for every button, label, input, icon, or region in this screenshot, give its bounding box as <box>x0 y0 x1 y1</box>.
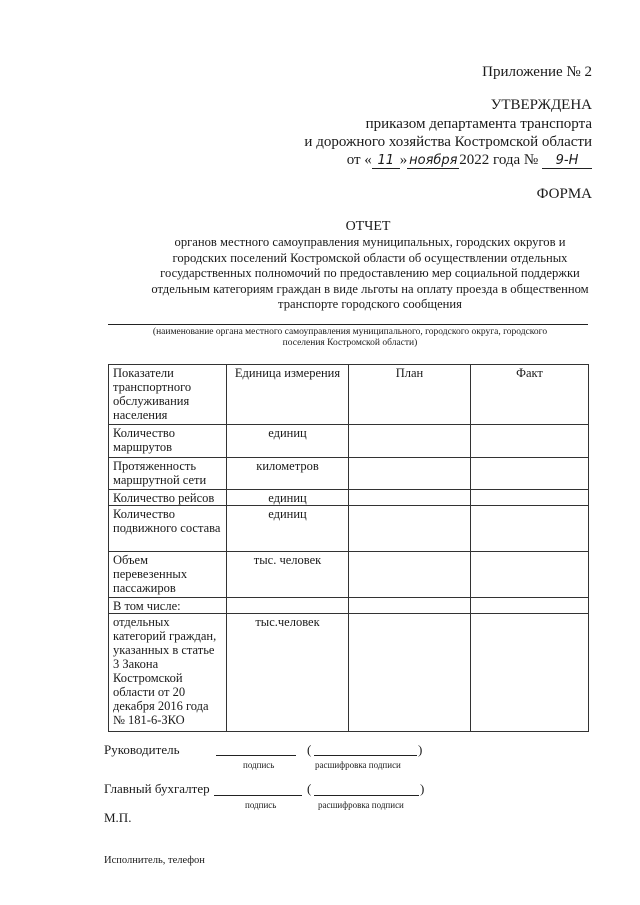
form-label: ФОРМА <box>536 186 592 202</box>
unit-cell <box>227 598 349 614</box>
fact-cell <box>471 598 589 614</box>
plan-cell <box>349 425 471 458</box>
indicator-cell: Количество подвижного состава <box>109 506 227 552</box>
order-date-line <box>347 152 592 169</box>
organization-name-caption <box>100 327 600 349</box>
indicator-cell: отдельных категорий граждан, указанных в статье 3 Закона Костромской области от 20 декабря 2016 года № 181-6-ЗКО <box>109 614 227 732</box>
unit-cell: единиц <box>227 506 349 552</box>
head-decoding-open-paren: ( <box>307 742 312 757</box>
head-decoding-caption: расшифровка подписи <box>315 760 401 770</box>
table-row <box>109 506 589 552</box>
unit-cell: единиц <box>227 425 349 458</box>
fact-cell <box>471 552 589 598</box>
table-row <box>109 458 589 490</box>
indicator-cell: Количество рейсов <box>109 490 227 506</box>
plan-cell <box>349 490 471 506</box>
report-description-line: городских поселений Костромской области об осуществлении отдельных <box>172 250 568 265</box>
header-unit: Единица измерения <box>227 365 349 425</box>
date-prefix: от « <box>346 152 372 168</box>
report-description-line: отдельным категориям граждан в виде льготы на оплату проезда в общественном <box>151 281 589 296</box>
executor-label: Исполнитель, телефон <box>104 855 205 866</box>
table-row <box>109 425 589 458</box>
organization-name-line <box>108 324 588 325</box>
accountant-decoding-open-paren: ( <box>307 781 312 796</box>
order-number: 9-Н <box>542 154 592 169</box>
indicator-cell: В том числе: <box>109 598 227 614</box>
accountant-decoding-close-paren: ) <box>420 781 425 796</box>
accountant-label: Главный бухгалтер <box>104 781 210 796</box>
indicator-cell: Количество маршрутов <box>109 425 227 458</box>
order-line-2: и дорожного хозяйства Костромской области <box>304 134 592 150</box>
head-decoding-close-paren: ) <box>418 742 423 757</box>
date-day: 11 <box>372 154 400 169</box>
indicator-cell: Объем перевезенных пассажиров <box>109 552 227 598</box>
unit-cell: тыс. человек <box>227 552 349 598</box>
head-label: Руководитель <box>104 742 180 757</box>
fact-cell <box>471 506 589 552</box>
appendix-number: Приложение № 2 <box>482 64 592 80</box>
report-description-line: транспорте городского сообщения <box>278 297 462 311</box>
fact-cell <box>471 490 589 506</box>
organization-caption-line: поселения Костромской области) <box>282 338 418 348</box>
indicator-cell: Протяженность маршрутной сети <box>109 458 227 490</box>
report-description-line: органов местного самоуправления муниципальных, городских округов и <box>174 235 566 249</box>
accountant-decoding-line <box>314 795 419 796</box>
head-signature-line <box>216 755 296 756</box>
plan-cell <box>349 552 471 598</box>
accountant-decoding-caption: расшифровка подписи <box>318 800 404 810</box>
approved-label: УТВЕРЖДЕНА <box>490 97 592 113</box>
stamp-label: М.П. <box>104 810 132 825</box>
date-mid: » <box>399 152 408 168</box>
head-decoding-line <box>314 755 417 756</box>
report-table <box>108 364 589 732</box>
report-title: ОТЧЕТ <box>345 219 391 234</box>
header-indicator: Показатели транспортного обслуживания населения <box>109 365 227 425</box>
header-plan: План <box>349 365 471 425</box>
table-row <box>109 598 589 614</box>
report-description <box>100 235 640 313</box>
date-month: ноября <box>409 153 458 168</box>
plan-cell <box>349 598 471 614</box>
unit-cell: тыс.человек <box>227 614 349 732</box>
accountant-signature-line <box>214 795 302 796</box>
plan-cell <box>349 458 471 490</box>
plan-cell <box>349 614 471 732</box>
header-fact: Факт <box>471 365 589 425</box>
head-signature-caption: подпись <box>243 760 275 770</box>
fact-cell <box>471 458 589 490</box>
organization-caption-line: (наименование органа местного самоуправления муниципального, городского округа, городского <box>152 327 548 337</box>
table-row <box>109 614 589 732</box>
table-row <box>109 552 589 598</box>
unit-cell: километров <box>227 458 349 490</box>
fact-cell <box>471 614 589 732</box>
date-year: 2022 года № <box>459 152 539 168</box>
order-line-1: приказом департамента транспорта <box>365 116 592 132</box>
table-row <box>109 490 589 506</box>
report-description-line: государственных полномочий по предоставлению мер социальной поддержки <box>160 266 580 280</box>
table-header-row <box>109 365 589 425</box>
accountant-signature-caption: подпись <box>245 800 277 810</box>
plan-cell <box>349 506 471 552</box>
fact-cell <box>471 425 589 458</box>
unit-cell: единиц <box>227 490 349 506</box>
